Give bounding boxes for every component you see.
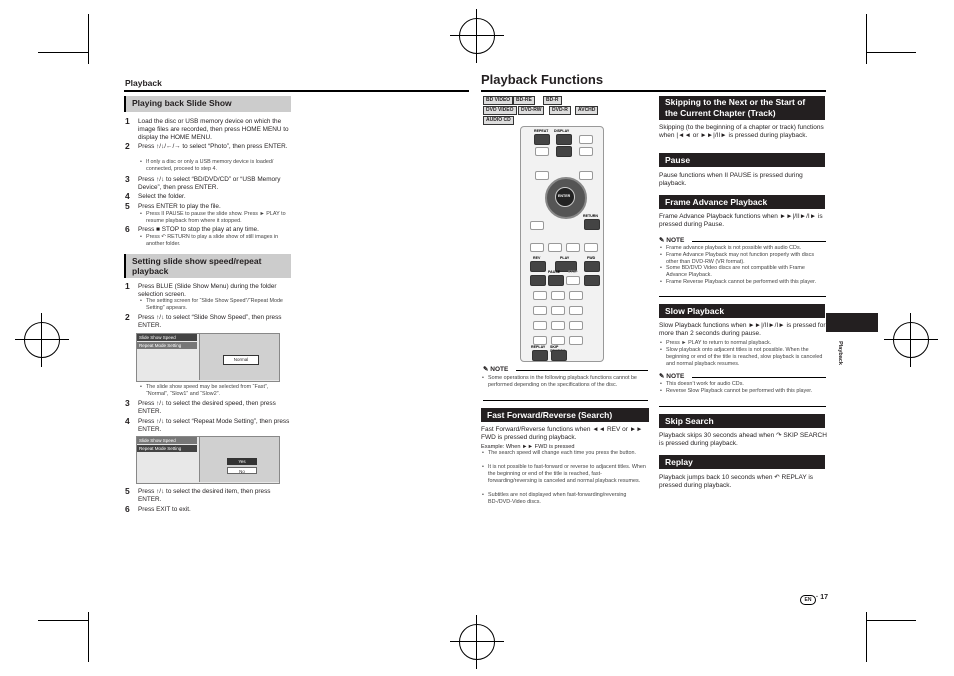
disc-badge: BD-RE bbox=[513, 96, 535, 105]
screen-row: Repeat Mode Setting bbox=[137, 445, 197, 452]
screen-value: Normal bbox=[223, 355, 259, 365]
page-title: Playback Functions bbox=[481, 72, 604, 87]
settings-screen bbox=[136, 436, 280, 484]
remote-button bbox=[551, 291, 565, 300]
remote-button bbox=[579, 135, 593, 144]
registration-mark bbox=[459, 624, 495, 660]
step-text: Press ENTER to play the file. bbox=[138, 203, 221, 210]
step-number: 3 bbox=[125, 174, 130, 184]
remote-button bbox=[569, 306, 583, 315]
remote-button bbox=[533, 336, 547, 345]
skip-forward-button bbox=[584, 275, 600, 286]
step-text: Load the disc or USB memory device on which the image files are recorded, then press HOME MENU to display the HOME MENU. bbox=[138, 118, 289, 141]
frame-note-bullet: • Frame Reverse Playback cannot be performed with this player. bbox=[666, 279, 826, 286]
step bbox=[125, 174, 290, 192]
ff-example: Example: When ►► FWD is pressed bbox=[481, 444, 575, 450]
remote-button bbox=[533, 321, 547, 330]
note-rule bbox=[692, 241, 826, 242]
crop-mark bbox=[88, 14, 89, 64]
step bbox=[125, 116, 290, 142]
remote-button bbox=[530, 243, 544, 252]
repeat-label: REPEAT bbox=[534, 129, 549, 133]
note-heading bbox=[483, 365, 508, 373]
option-yes: Yes bbox=[227, 458, 257, 465]
frame-heading: Frame Advance Playback bbox=[659, 195, 825, 209]
stop-label: STOP bbox=[568, 270, 578, 274]
skip-search-body: Playback skips 30 seconds ahead when ↷ SKIP SEARCH is pressed during playback. bbox=[659, 432, 827, 448]
step bbox=[125, 416, 290, 434]
remote-button bbox=[566, 243, 580, 252]
step-bullet: • If only a disc or only a USB memory device is loaded/ connected, proceed to step 4. bbox=[146, 159, 292, 173]
step bbox=[125, 141, 290, 151]
frame-body: Frame Advance Playback functions when ►►|/II►/I► is pressed during Pause. bbox=[659, 213, 823, 229]
replay-button bbox=[532, 350, 548, 361]
step-text: Press ■ STOP to stop the play at any time. bbox=[138, 226, 259, 233]
frame-note-bullet: • Some BD/DVD Video discs are not compatible with Frame Advance Playback. bbox=[666, 265, 826, 279]
speed-heading: Setting slide show speed/repeat playback bbox=[124, 254, 291, 278]
slow-bullet: • Press ► PLAY to return to normal playback. bbox=[666, 340, 826, 347]
step-number: 6 bbox=[125, 224, 130, 234]
fwd-label: FWD bbox=[587, 256, 596, 260]
disc-badge: DVD-RW bbox=[518, 106, 544, 115]
step bbox=[125, 312, 290, 330]
pause-button bbox=[548, 275, 564, 286]
step bbox=[125, 191, 290, 201]
replay-heading: Replay bbox=[659, 455, 825, 469]
disc-badge: DVD-R bbox=[549, 106, 571, 115]
step-bullet: • The setting screen for “Slide Show Speed”/“Repeat Mode Setting” appears. bbox=[146, 298, 292, 312]
play-label: PLAY bbox=[560, 256, 570, 260]
step-text: Press BLUE (Slide Show Menu) during the folder selection screen. bbox=[138, 283, 277, 298]
remote-button bbox=[551, 306, 565, 315]
return-button bbox=[584, 219, 600, 230]
remote-button bbox=[533, 306, 547, 315]
skip-search-button bbox=[551, 350, 567, 361]
crop-mark bbox=[866, 52, 916, 53]
enter-label: ENTER bbox=[558, 194, 571, 198]
fwd-button bbox=[584, 261, 600, 272]
note-icon: ✎ bbox=[659, 237, 667, 244]
return-label: RETURN bbox=[583, 214, 598, 218]
ff-bullet: • It is not possible to fast-forward or reverse to adjacent titles. When the beginning or end of the title is reached, fast-forwarding/reversing is canceled and normal playback resumes. bbox=[488, 464, 648, 484]
skip-search-label: SKIP bbox=[550, 345, 559, 349]
note-rule bbox=[516, 370, 648, 371]
crop-mark bbox=[38, 52, 88, 53]
remote-button bbox=[569, 321, 583, 330]
crop-mark bbox=[38, 620, 88, 621]
remote-button bbox=[584, 243, 598, 252]
screen-row: Repeat Mode Setting bbox=[137, 342, 197, 349]
step-text: Press ↑/↓ to select the desired speed, then press ENTER. bbox=[138, 400, 276, 415]
note-heading bbox=[659, 372, 684, 380]
slow-body: Slow Playback functions when ►►|/II►/I► is pressed for more than 2 seconds during pause. bbox=[659, 322, 826, 338]
step-text: Press ↑/↓/←/→ to select “Photo”, then press ENTER. bbox=[138, 143, 288, 150]
note-end-rule bbox=[659, 296, 826, 297]
step-text: Press ↑/↓ to select “Slide Show Speed”, then press ENTER. bbox=[138, 314, 282, 329]
ff-bullet: • Subtitles are not displayed when fast-forwarding/reversing BD-/DVD-Video discs. bbox=[488, 492, 648, 506]
skipping-body: Skipping (to the beginning of a chapter or track) functions when |◄◄ or ►►|/II► is pressed during playback. bbox=[659, 124, 824, 140]
note-icon: ✎ bbox=[659, 373, 667, 380]
remote-control-illustration bbox=[520, 126, 604, 362]
note-rule bbox=[692, 377, 826, 378]
popup-button bbox=[556, 146, 572, 157]
remote-button bbox=[551, 336, 565, 345]
slideshow-heading: Playing back Slide Show bbox=[124, 96, 291, 112]
slow-heading: Slow Playback bbox=[659, 304, 825, 318]
crop-mark bbox=[866, 14, 867, 64]
step-number: 2 bbox=[125, 141, 130, 151]
skip-back-button bbox=[530, 275, 546, 286]
section-label: Playback bbox=[125, 78, 162, 88]
step-bullet: • Press II PAUSE to pause the slide show. Press ► PLAY to resume playback from where it stopped. bbox=[146, 211, 292, 225]
stop-button bbox=[566, 276, 580, 285]
remote-button bbox=[551, 321, 565, 330]
step-number: 4 bbox=[125, 191, 130, 201]
step-text: Select the folder. bbox=[138, 193, 186, 200]
step-number: 5 bbox=[125, 201, 130, 211]
page-number: · 17 bbox=[816, 594, 829, 601]
skipping-heading: Skipping to the Next or the Start of the Current Chapter (Track) bbox=[659, 96, 825, 120]
remote-button bbox=[530, 221, 544, 230]
slow-bullet: • Slow playback onto adjacent titles is not possible. When the beginning or end of the title is reached, slow playback is canceled and normal playback resumes. bbox=[666, 347, 826, 367]
title-rule bbox=[481, 90, 826, 92]
replay-body: Playback jumps back 10 seconds when ↶ REPLAY is pressed during playback. bbox=[659, 474, 814, 490]
display-button bbox=[556, 134, 572, 145]
note-end-rule bbox=[659, 406, 826, 407]
ff-body: Fast Forward/Reverse functions when ◄◄ REV or ►► FWD is pressed during playback. bbox=[481, 426, 643, 442]
registration-mark bbox=[893, 322, 929, 358]
pause-heading: Pause bbox=[659, 153, 825, 167]
frame-note-bullet: • Frame Advance Playback may not function properly with discs other than DVD-RW (VR format). bbox=[666, 252, 826, 266]
screen-row: Slide Show Speed bbox=[137, 334, 197, 341]
step bbox=[125, 504, 290, 514]
step bbox=[125, 224, 290, 234]
step-number: 5 bbox=[125, 486, 130, 496]
step bbox=[125, 398, 290, 416]
rev-button bbox=[530, 261, 546, 272]
slow-note-bullet: • Reverse Slow Playback cannot be performed with this player. bbox=[666, 388, 826, 395]
disc-badge: BD VIDEO bbox=[483, 96, 513, 105]
step-number: 2 bbox=[125, 312, 130, 322]
remote-button bbox=[579, 171, 593, 180]
note-bullet: • Some operations in the following playback functions cannot be performed depending on the specifications of the disc. bbox=[488, 375, 646, 389]
rev-label: REV bbox=[533, 256, 541, 260]
step-number: 4 bbox=[125, 416, 130, 426]
step-text: Press ↑/↓ to select “BD/DVD/CD” or “USB Memory Device”, then press ENTER. bbox=[138, 176, 281, 191]
disc-badge: DVD VIDEO bbox=[483, 106, 517, 115]
remote-button bbox=[533, 291, 547, 300]
note-title: NOTE bbox=[490, 366, 509, 373]
registration-mark bbox=[24, 322, 60, 358]
remote-button bbox=[535, 147, 549, 156]
ff-bullet: • The search speed will change each time you press the button. bbox=[488, 450, 648, 457]
replay-label: REPLAY bbox=[531, 345, 546, 349]
remote-button bbox=[569, 291, 583, 300]
disc-badge: AVCHD bbox=[575, 106, 598, 115]
step-number: 3 bbox=[125, 398, 130, 408]
note-icon: ✎ bbox=[483, 366, 491, 373]
note-title: NOTE bbox=[666, 373, 685, 380]
slow-note-bullet: • This doesn’t work for audio CDs. bbox=[666, 381, 826, 388]
step-number: 1 bbox=[125, 116, 130, 126]
remote-button bbox=[569, 336, 583, 345]
display-label: DISPLAY bbox=[554, 129, 570, 133]
step bbox=[125, 201, 290, 211]
side-label: Playback bbox=[837, 341, 843, 365]
remote-button bbox=[535, 171, 549, 180]
note-end-rule bbox=[483, 400, 648, 401]
disc-badge: BD-R bbox=[543, 96, 562, 105]
crop-mark bbox=[866, 620, 916, 621]
remote-button bbox=[579, 147, 593, 156]
pause-body: Pause functions when II PAUSE is pressed during playback. bbox=[659, 172, 803, 188]
settings-screen bbox=[136, 333, 280, 382]
step-text: Press ↑/↓ to select the desired item, then press ENTER. bbox=[138, 488, 271, 503]
step-bullet: • Press ↶ RETURN to play a slide show of still images in another folder. bbox=[146, 234, 292, 248]
note-heading bbox=[659, 236, 684, 244]
language-badge: EN bbox=[800, 595, 816, 605]
step-number: 1 bbox=[125, 281, 130, 291]
skip-search-heading: Skip Search bbox=[659, 414, 825, 428]
remote-button bbox=[548, 243, 562, 252]
screen-row: Slide Show Speed bbox=[137, 437, 197, 444]
step bbox=[125, 486, 290, 504]
step-text: Press EXIT to exit. bbox=[138, 506, 191, 513]
header-rule bbox=[124, 90, 469, 92]
note-bullet: • The slide show speed may be selected from “Fast”, “Normal”, “Slow1” and “Slow2”. bbox=[146, 384, 292, 398]
note-title: NOTE bbox=[666, 237, 685, 244]
frame-note-bullet: • Frame advance playback is not possible with audio CDs. bbox=[666, 245, 826, 252]
step-number: 6 bbox=[125, 504, 130, 514]
option-no: No bbox=[227, 467, 257, 474]
ff-heading: Fast Forward/Reverse (Search) bbox=[481, 408, 649, 422]
step-text: Press ↑/↓ to select “Repeat Mode Setting”, then press ENTER. bbox=[138, 418, 290, 433]
step bbox=[125, 281, 290, 299]
disc-badge: AUDIO CD bbox=[483, 116, 514, 125]
section-side-tab bbox=[826, 313, 878, 332]
registration-mark bbox=[459, 18, 495, 54]
repeat-button bbox=[534, 134, 550, 145]
crop-mark bbox=[88, 612, 89, 662]
pause-label: PAUSE bbox=[548, 270, 561, 274]
